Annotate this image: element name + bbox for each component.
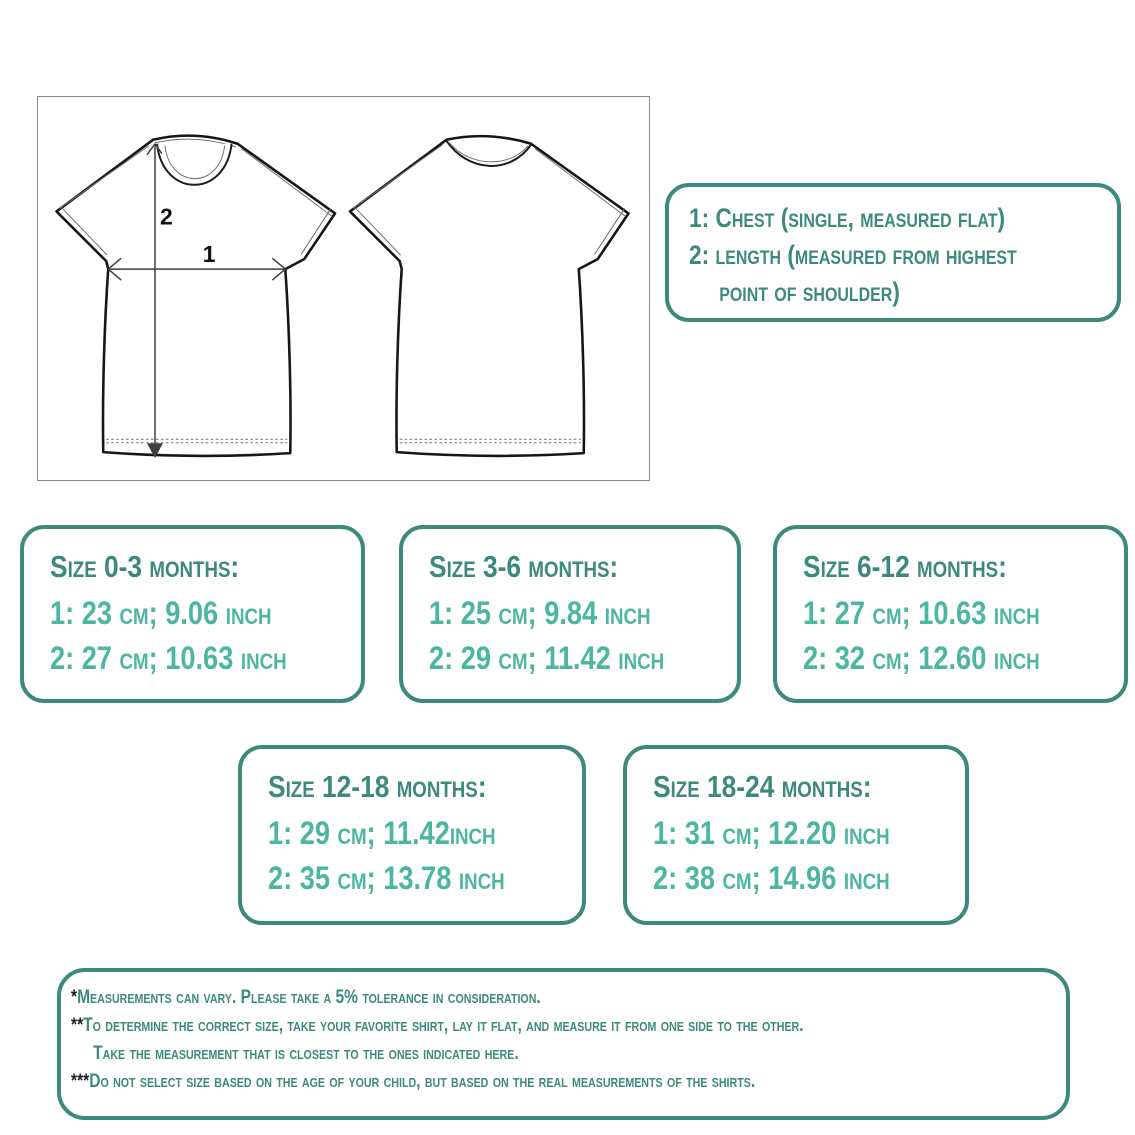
- size-card-length: 2: 27 cm; 10.63 inch: [50, 640, 287, 676]
- size-card-title: Size 12-18 months:: [268, 769, 487, 804]
- size-card-length: 2: 29 cm; 11.42 inch: [429, 640, 665, 676]
- tshirt-diagram-panel: [37, 96, 650, 481]
- size-card-title: Size 3-6 months:: [429, 549, 619, 584]
- legend-line-length: 2: length (measured from highest: [689, 240, 1017, 270]
- size-card-title: Size 6-12 months:: [803, 549, 1007, 584]
- size-card-3-6-months: [399, 525, 741, 703]
- size-card-chest: 1: 23 cm; 9.06 inch: [50, 595, 272, 631]
- size-card-chest: 1: 25 cm; 9.84 inch: [429, 595, 651, 631]
- asterisk-marker: ***: [71, 1071, 90, 1092]
- size-card-length: 2: 32 cm; 12.60 inch: [803, 640, 1040, 676]
- tshirt-front: [56, 136, 335, 456]
- note-line-age-warning: ***Do not select size based on the age of your child, but based on the real measurements of the shirts.: [71, 1071, 756, 1092]
- size-card-12-18-months: [238, 745, 586, 925]
- size-card-chest: 1: 29 cm; 11.42inch: [268, 815, 496, 851]
- size-card-0-3-months: [20, 525, 365, 703]
- note-line-determine-size: **To determine the correct size, take your favorite shirt, lay it flat, and measure it from one side to the other.: [71, 1015, 804, 1036]
- size-card-chest: 1: 31 cm; 12.20 inch: [653, 815, 890, 851]
- tshirt-diagram: [38, 97, 649, 480]
- measurement-legend-box: [665, 183, 1121, 322]
- tshirt-back: [350, 136, 629, 456]
- note-line-determine-size-cont: Take the measurement that is closest to the ones indicated here.: [93, 1043, 519, 1064]
- chest-arrow-label: 1: [202, 241, 216, 268]
- size-card-length: 2: 38 cm; 14.96 inch: [653, 860, 890, 896]
- size-card-title: Size 18-24 months:: [653, 769, 872, 804]
- legend-line-chest: 1: Chest (single, measured flat): [689, 203, 1006, 233]
- size-card-6-12-months: [773, 525, 1128, 703]
- asterisk-marker: *: [71, 987, 78, 1008]
- legend-line-length-cont: point of shoulder): [719, 277, 900, 307]
- notes-box: [57, 968, 1070, 1120]
- length-arrow-label: 2: [159, 203, 173, 230]
- asterisk-marker: **: [71, 1015, 84, 1036]
- size-card-title: Size 0-3 months:: [50, 549, 240, 584]
- size-card-length: 2: 35 cm; 13.78 inch: [268, 860, 505, 896]
- size-card-chest: 1: 27 cm; 10.63 inch: [803, 595, 1040, 631]
- size-card-18-24-months: [623, 745, 969, 925]
- note-line-tolerance: *Measurements can vary. Please take a 5% tolerance in consideration.: [71, 987, 541, 1008]
